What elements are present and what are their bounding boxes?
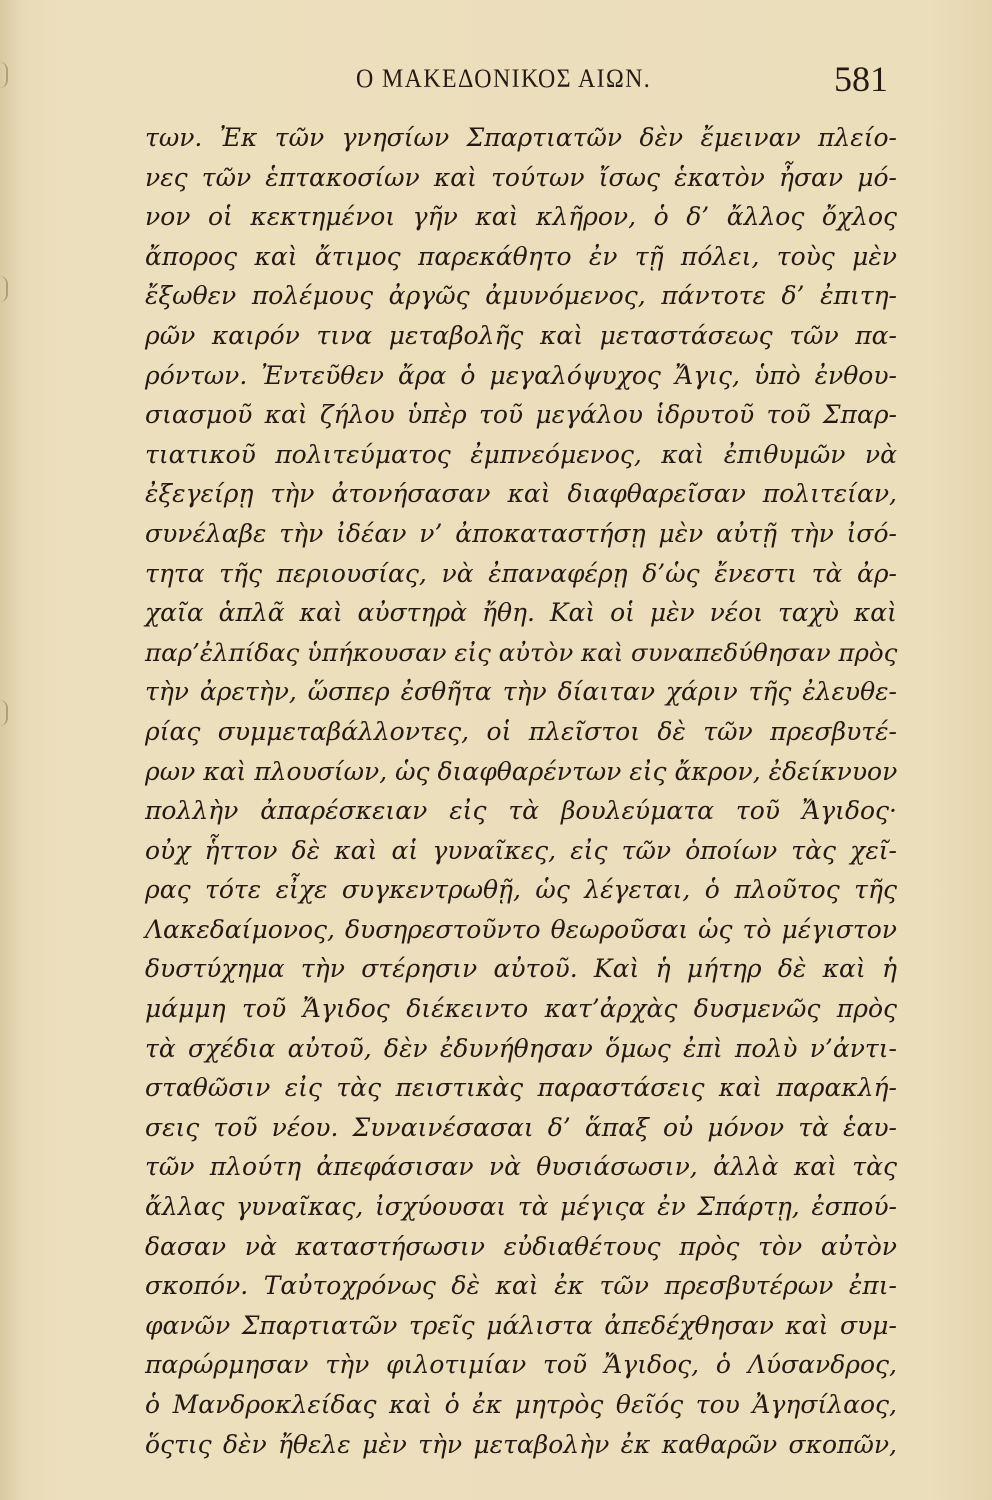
text-line: οὐχ ἧττον δὲ καὶ αἱ γυναῖκες, εἰς τῶν ὁποίων τὰς χεῖ- bbox=[145, 835, 897, 865]
text-line: ρων καὶ πλουσίων, ὡς διαφθαρέντων εἰς ἄκρον, ἐδείκνυον bbox=[145, 756, 898, 786]
page-number: 581 bbox=[834, 59, 888, 99]
body-text bbox=[145, 118, 897, 1464]
text-line: χαῖα ἁπλᾶ καὶ αὐστηρὰ ἤθη. Καὶ οἱ μὲν νέοι ταχὺ καὶ bbox=[145, 598, 897, 628]
text-line: ἔξωθεν πολέμους ἀργῶς ἀμυνόμενος, πάντοτε δ’ ἐπιτη- bbox=[145, 281, 897, 311]
text-line: σεις τοῦ νέου. Συναινέσασαι δ’ ἅπαξ οὐ μόνον τὰ ἑαυ- bbox=[145, 1112, 897, 1142]
text-line: τὰ σχέδια αὐτοῦ, δὲν ἐδυνήθησαν ὅμως ἐπὶ πολὺ ν’ἀντι- bbox=[145, 1033, 897, 1063]
text-line: πολλὴν ἀπαρέσκειαν εἰς τὰ βουλεύματα τοῦ Ἄγιδος· bbox=[145, 796, 897, 826]
text-line: ὅςτις δὲν ἤθελε μὲν τὴν μεταβολὴν ἐκ καθαρῶν σκοπῶν, bbox=[145, 1429, 897, 1459]
text-line: συνέλαβε τὴν ἰδέαν ν’ ἀποκαταστήσῃ μὲν αὐτῇ τὴν ἰσό- bbox=[145, 518, 897, 548]
text-line: ρόντων. Ἐντεῦθεν ἄρα ὁ μεγαλόψυχος Ἄγις, ὑπὸ ἐνθου- bbox=[145, 360, 897, 390]
text-line: νες τῶν ἑπτακοσίων καὶ τούτων ἴσως ἑκατὸν ἦσαν μό- bbox=[145, 162, 897, 192]
text-line: δασαν νὰ καταστήσωσιν εὐδιαθέτους πρὸς τὸν αὐτὸν bbox=[145, 1231, 897, 1261]
page-edge-mark bbox=[0, 700, 8, 726]
text-line: δυστύχημα τὴν στέρησιν αὐτοῦ. Καὶ ἡ μήτηρ δὲ καὶ ἡ bbox=[145, 954, 897, 984]
text-line: Λακεδαίμονος, δυσηρεστοῦντο θεωροῦσαι ὡς τὸ μέγιστον bbox=[145, 914, 897, 944]
text-line: των. Ἐκ τῶν γνησίων Σπαρτιατῶν δὲν ἔμειναν πλείο- bbox=[145, 123, 897, 152]
text-line: σκοπόν. Ταὐτοχρόνως δὲ καὶ ἐκ τῶν πρεσβυτέρων ἐπι- bbox=[145, 1271, 897, 1301]
text-line: ρῶν καιρόν τινα μεταβολῆς καὶ μεταστάσεως τῶν πα- bbox=[145, 320, 897, 350]
text-line: μάμμη τοῦ Ἄγιδος διέκειντο κατ’ἀρχὰς δυσμενῶς πρὸς bbox=[145, 994, 897, 1024]
running-head: Ο ΜΑΚΕΔΟΝΙΚΟΣ ΑΙΩΝ. bbox=[356, 64, 652, 93]
text-line: φανῶν Σπαρτιατῶν τρεῖς μάλιστα ἀπεδέχθησαν καὶ συμ- bbox=[145, 1310, 897, 1340]
page-edge-mark bbox=[0, 276, 8, 302]
text-line: ρας τότε εἶχε συγκεντρωθῇ, ὡς λέγεται, ὁ πλοῦτος τῆς bbox=[145, 875, 897, 905]
text-line: παρώρμησαν τὴν φιλοτιμίαν τοῦ Ἄγιδος, ὁ Λύσανδρος, bbox=[145, 1350, 897, 1380]
text-line: τῶν πλούτη ἀπεφάσισαν νὰ θυσιάσωσιν, ἀλλὰ καὶ τὰς bbox=[145, 1152, 897, 1182]
text-line: σταθῶσιν εἰς τὰς πειστικὰς παραστάσεις καὶ παρακλή- bbox=[145, 1073, 897, 1103]
text-line: παρ’ἐλπίδας ὑπήκουσαν εἰς αὐτὸν καὶ συναπεδύθησαν πρὸς bbox=[145, 637, 898, 667]
page-edge-mark bbox=[0, 62, 8, 88]
text-line: ρίας συμμεταβάλλοντες, οἱ πλεῖστοι δὲ τῶν πρεσβυτέ- bbox=[145, 716, 897, 746]
text-line: σιασμοῦ καὶ ζήλου ὑπὲρ τοῦ μεγάλου ἱδρυτοῦ τοῦ Σπαρ- bbox=[145, 400, 897, 430]
text-line: νον οἱ κεκτημένοι γῆν καὶ κλῆρον, ὁ δ’ ἄλλος ὄχλος bbox=[145, 202, 897, 232]
text-line: ἄπορος καὶ ἄτιμος παρεκάθητο ἐν τῇ πόλει, τοὺς μὲν bbox=[145, 241, 897, 271]
text-line: ἐξεγείρῃ τὴν ἀτονήσασαν καὶ διαφθαρεῖσαν πολιτείαν, bbox=[145, 479, 897, 509]
page-header bbox=[148, 59, 888, 104]
text-line: τιατικοῦ πολιτεύματος ἐμπνεόμενος, καὶ ἐπιθυμῶν νὰ bbox=[145, 439, 897, 469]
text-line: τὴν ἀρετὴν, ὥσπερ ἐσθῆτα τὴν δίαιταν χάριν τῆς ἐλευθε- bbox=[145, 677, 897, 707]
text-line: ὁ Μανδροκλείδας καὶ ὁ ἐκ μητρὸς θεῖός του Ἀγησίλαος, bbox=[145, 1390, 897, 1419]
text-line: τητα τῆς περιουσίας, νὰ ἐπαναφέρῃ δ’ὡς ἔνεστι τὰ ἀρ- bbox=[145, 558, 897, 588]
text-line: ἄλλας γυναῖκας, ἰσχύουσαι τὰ μέγιςα ἐν Σπάρτῃ, ἐσπού- bbox=[145, 1192, 897, 1222]
